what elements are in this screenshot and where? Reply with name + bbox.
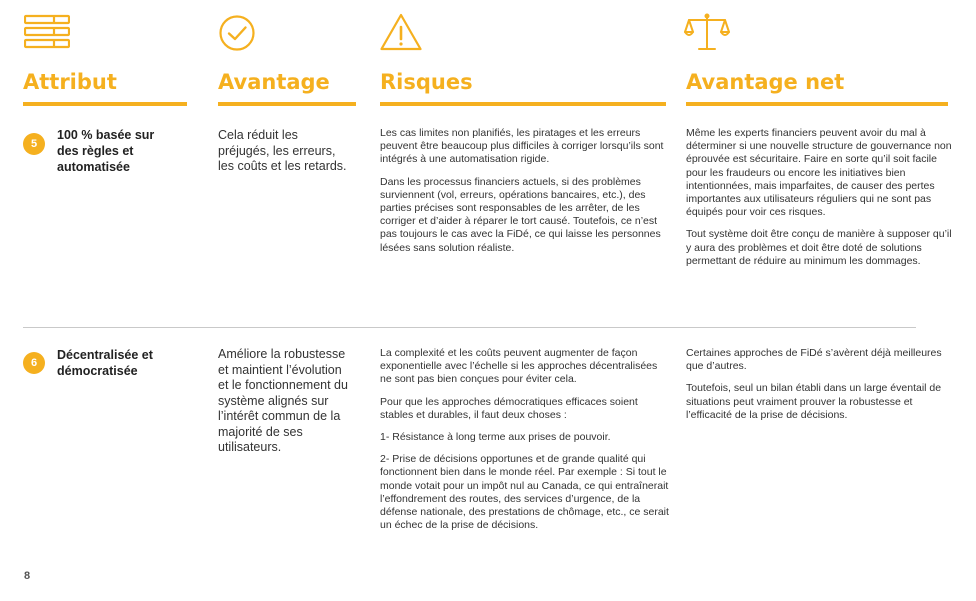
attribute-text: 100 % basée sur des règles et automatisée: [57, 128, 155, 174]
header-risks: Risques: [380, 70, 473, 94]
paragraph: 2- Prise de décisions opportunes et de grande qualité qui fonctionnent bien dans le monde réel. Par exemple : Si tout le monde votait pour un impôt nul au Canada, ce qui entraînerait l’effondrement des routes, des services d’urgence, de la défense nationale, des prestations de chômage, etc., ce serait un échec de la prise de décisions.: [380, 453, 669, 532]
paragraph: Même les experts financiers peuvent avoir du mal à déterminer si une nouvelle structure de gouvernance non éprouvée est sécuritaire. Faire en sorte qu’il soit facile pour les fraudeurs ou encore les initiatives bien intentionnées, mais imparfaites, de causer des pertes importantes aux utilisateurs réguliers qui ne sont pas équipés pour voir ces risques.: [686, 127, 952, 219]
risks-text: [380, 347, 670, 541]
header-net-advantage: Avantage net: [686, 70, 845, 94]
list-icon: [24, 14, 70, 50]
net-advantage-text: [686, 127, 956, 277]
paragraph: Pour que les approches démocratiques efficaces soient stables et durables, il faut deux choses :: [380, 395, 638, 421]
check-circle-icon: [218, 14, 256, 52]
balance-scale-icon: [684, 12, 730, 52]
header-rule-net-advantage: [686, 102, 948, 106]
net-advantage-text: [686, 347, 956, 431]
row-divider: [23, 327, 916, 328]
paragraph: 1- Résistance à long terme aux prises de pouvoir.: [380, 431, 611, 444]
advantage-text: Améliore la robustesse et maintient l’évolution et le fonctionnement du système alignés sur l’intérêt commun de la majorité de ses utilisateurs.: [218, 347, 348, 454]
header-rule-attribute: [23, 102, 187, 106]
paragraph: Certaines approches de FiDé s’avèrent déjà meilleures que d’autres.: [686, 347, 942, 373]
page-number: 8: [24, 570, 31, 582]
paragraph: Toutefois, seul un bilan établi dans un large éventail de situations peut vraiment prouver la robustesse et l’efficacité de la prise de décisions.: [686, 382, 942, 421]
paragraph: Les cas limites non planifiés, les piratages et les erreurs peuvent être beaucoup plus difficiles à corriger lorsqu’ils sont intégrés à une automatisation rigide.: [380, 127, 664, 166]
row-number-badge: 5: [23, 133, 45, 155]
paragraph: Tout système doit être conçu de manière à supposer qu’il y aura des problèmes et doit être doté de solutions permettant de réduire au minimum les dommages.: [686, 228, 952, 267]
paragraph: Dans les processus financiers actuels, si des problèmes surviennent (vol, erreurs, opérations bancaires, etc.), des parties précises sont responsables de les arrêter, de les corriger et d’aider à réparer le tort causé. Toutefois, ce n’est pas toujours le cas avec la FiDé, ce qui laisse les personnes lésées sans solution réaliste.: [380, 175, 661, 254]
row-number-badge: 6: [23, 352, 45, 374]
paragraph: La complexité et les coûts peuvent augmenter de façon exponentielle avec l’échelle si les approches décentralisées ne sont pas bien conçues pour éviter cela.: [380, 347, 658, 386]
header-attribute: Attribut: [23, 70, 117, 94]
risks-text: [380, 127, 670, 264]
header-advantage: Avantage: [218, 70, 330, 94]
warning-triangle-icon: [379, 12, 423, 52]
header-rule-risks: [380, 102, 666, 106]
header-rule-advantage: [218, 102, 356, 106]
attribute-text: Décentralisée et démocratisée: [57, 348, 153, 378]
advantage-text: Cela réduit les préjugés, les erreurs, les coûts et les retards.: [218, 128, 347, 173]
